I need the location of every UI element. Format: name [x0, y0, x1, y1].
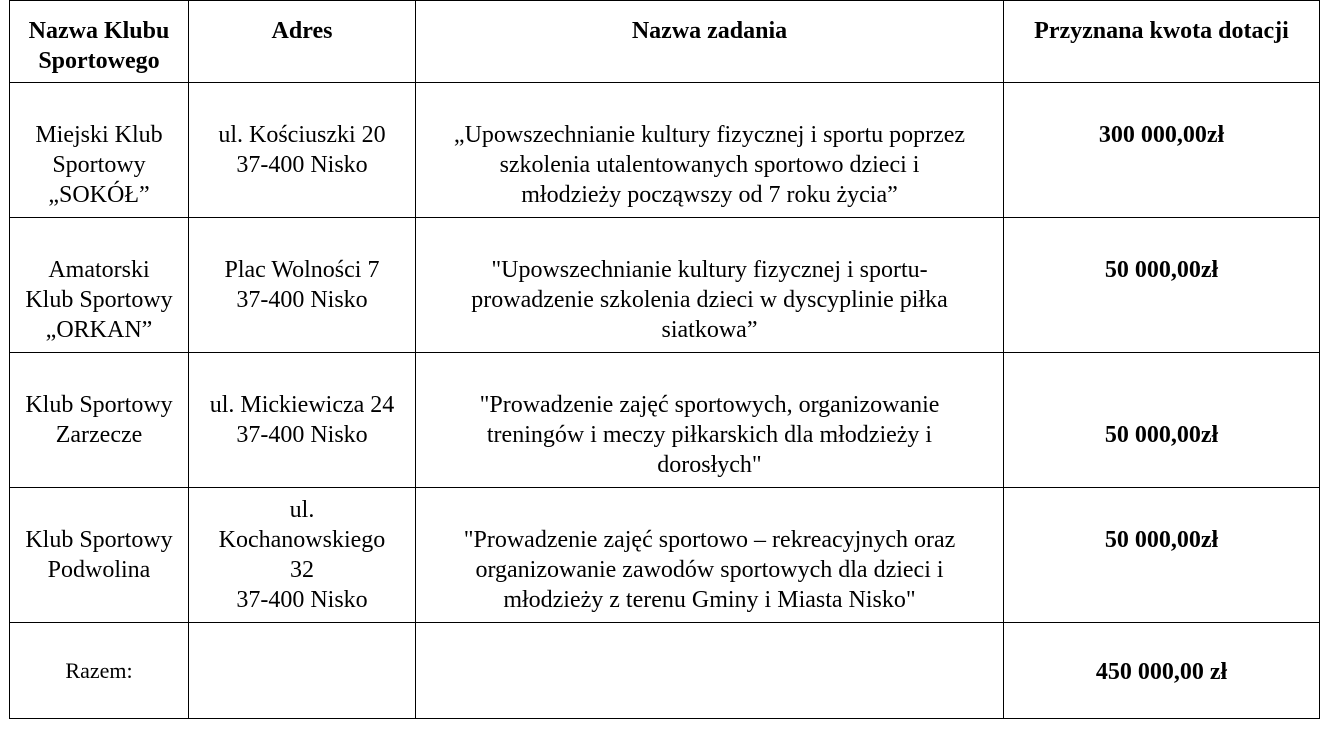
total-amount-value: 450 000,00 zł: [1095, 659, 1228, 685]
table-border-right: [1319, 0, 1320, 719]
address-line: 37-400 Nisko: [236, 287, 368, 313]
row-divider: [9, 352, 1320, 353]
address-line: Plac Wolności 7: [224, 257, 380, 283]
task-line: dorosłych": [657, 452, 762, 478]
header-club: [10, 16, 188, 76]
header-club-line: Nazwa Klubu: [28, 18, 170, 44]
row-4-amount: [1004, 525, 1319, 555]
club-line: Amatorski: [48, 257, 150, 283]
row-2-club: [10, 255, 188, 345]
header-address: [189, 16, 415, 46]
club-line: Sportowy: [52, 152, 146, 178]
column-divider: [1003, 0, 1004, 719]
row-divider: [9, 622, 1320, 623]
task-line: organizowanie zawodów sportowych dla dzieci i: [475, 557, 944, 583]
amount-value: 50 000,00zł: [1104, 257, 1219, 283]
task-line: szkolenia utalentowanych sportowo dzieci i: [499, 152, 920, 178]
row-2-amount: [1004, 255, 1319, 285]
address-line: 37-400 Nisko: [236, 152, 368, 178]
table-border-bottom: [9, 718, 1320, 719]
club-line: „SOKÓŁ”: [48, 182, 150, 208]
header-task-label: Nazwa zadania: [631, 18, 788, 44]
address-line: 37-400 Nisko: [236, 587, 368, 613]
task-line: "Prowadzenie zajęć sportowo – rekreacyjnych oraz: [463, 527, 956, 553]
header-amount-label: Przyznana kwota dotacji: [1034, 18, 1289, 44]
address-line: 32: [290, 557, 314, 583]
club-line: Klub Sportowy: [25, 287, 173, 313]
task-line: treningów i meczy piłkarskich dla młodzieży i: [486, 422, 933, 448]
row-3-amount: [1004, 420, 1319, 450]
row-4-address: [189, 495, 415, 615]
row-4-club: [10, 525, 188, 585]
row-3-task: [416, 390, 1003, 480]
task-line: młodzieży z terenu Gminy i Miasta Nisko": [503, 587, 916, 613]
header-club-line: Sportowego: [38, 48, 160, 74]
header-address-label: Adres: [271, 18, 333, 44]
row-1-address: [189, 120, 415, 180]
row-1-club: [10, 120, 188, 210]
total-label-text: Razem:: [65, 658, 133, 683]
club-line: Zarzecze: [55, 422, 143, 448]
club-line: Podwolina: [47, 557, 151, 583]
task-line: siatkowa”: [661, 317, 758, 343]
header-amount: [1004, 16, 1319, 46]
club-line: Miejski Klub: [35, 122, 163, 148]
task-line: prowadzenie szkolenia dzieci w dyscyplinie piłka: [471, 287, 948, 313]
row-1-amount: [1004, 120, 1319, 150]
amount-value: 50 000,00zł: [1104, 527, 1219, 553]
total-amount: [1004, 657, 1319, 687]
row-3-address: [189, 390, 415, 450]
row-4-task: [416, 525, 1003, 615]
row-divider: [9, 487, 1320, 488]
table-border-top: [9, 0, 1320, 1]
row-2-task: [416, 255, 1003, 345]
task-line: "Prowadzenie zajęć sportowych, organizowanie: [479, 392, 940, 418]
row-3-club: [10, 390, 188, 450]
table-border-left: [9, 0, 10, 719]
address-line: 37-400 Nisko: [236, 422, 368, 448]
row-2-address: [189, 255, 415, 315]
total-label: [10, 656, 188, 686]
address-line: ul.: [289, 497, 315, 523]
club-line: Klub Sportowy: [25, 392, 173, 418]
address-line: Kochanowskiego: [218, 527, 386, 553]
club-line: „ORKAN”: [45, 317, 153, 343]
header-task: [416, 16, 1003, 46]
row-divider: [9, 217, 1320, 218]
address-line: ul. Kościuszki 20: [218, 122, 386, 148]
task-line: młodzieży począwszy od 7 roku życia”: [521, 182, 898, 208]
amount-value: 50 000,00zł: [1104, 422, 1219, 448]
row-1-task: [416, 120, 1003, 210]
task-line: "Upowszechnianie kultury fizycznej i sportu-: [491, 257, 928, 283]
header-divider: [9, 82, 1320, 83]
club-line: Klub Sportowy: [25, 527, 173, 553]
amount-value: 300 000,00zł: [1098, 122, 1225, 148]
address-line: ul. Mickiewicza 24: [209, 392, 395, 418]
task-line: „Upowszechnianie kultury fizycznej i sportu poprzez: [453, 122, 966, 148]
